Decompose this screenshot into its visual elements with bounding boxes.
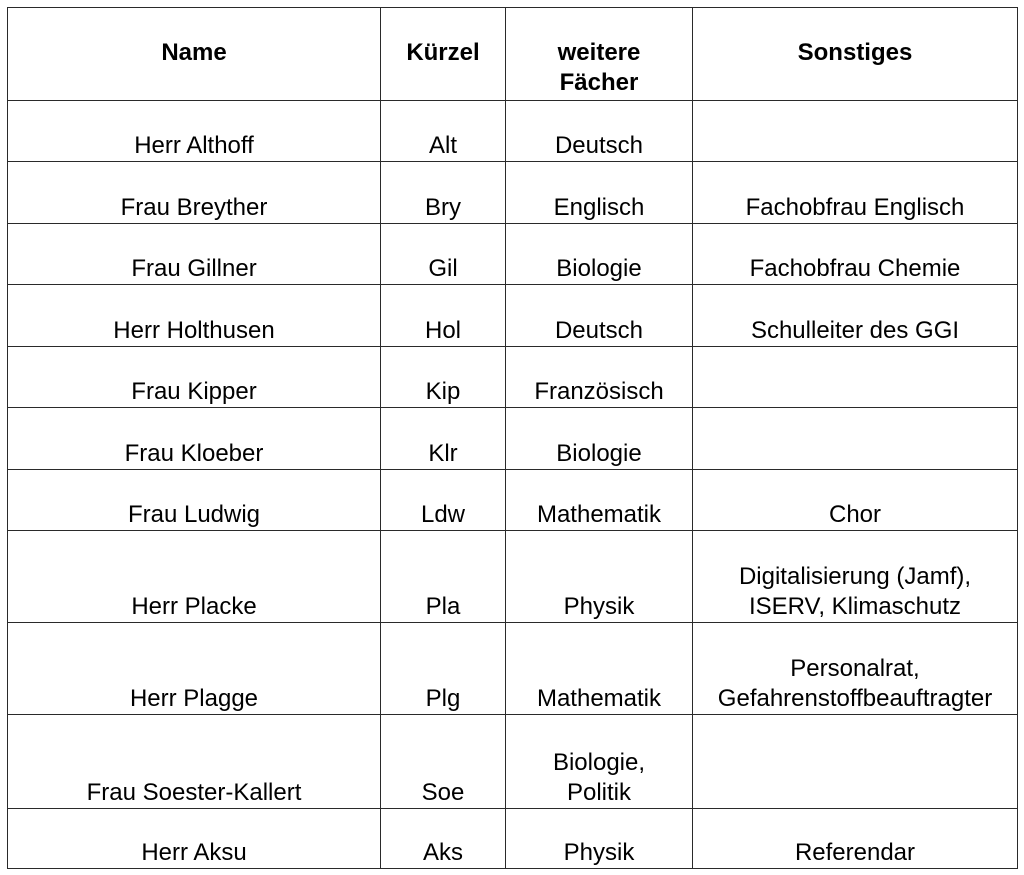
cell-sonstiges xyxy=(693,715,1018,809)
table-row xyxy=(8,408,1018,470)
table-row xyxy=(8,809,1018,869)
cell-sonstiges xyxy=(693,101,1018,162)
cell-name: Herr Aksu xyxy=(8,809,381,869)
cell-sonstiges xyxy=(693,347,1018,408)
cell-kuerzel: Klr xyxy=(381,408,506,470)
cell-faecher: Französisch xyxy=(506,347,693,408)
cell-sonstiges xyxy=(693,623,1018,715)
cell-faecher-line2: Politik xyxy=(566,779,632,806)
cell-faecher: Englisch xyxy=(506,162,693,224)
staff-table xyxy=(7,7,1018,869)
cell-sonstiges-line2: ISERV, Klimaschutz xyxy=(748,593,962,620)
cell-kuerzel: Hol xyxy=(381,285,506,347)
table-row xyxy=(8,470,1018,531)
cell-name: Herr Holthusen xyxy=(8,285,381,347)
header-weitere-faecher xyxy=(506,8,693,101)
cell-kuerzel: Alt xyxy=(381,101,506,162)
cell-sonstiges xyxy=(693,408,1018,470)
cell-kuerzel: Pla xyxy=(381,531,506,623)
cell-kuerzel: Kip xyxy=(381,347,506,408)
table-row xyxy=(8,224,1018,285)
cell-sonstiges: Chor xyxy=(693,470,1018,531)
header-weitere-faecher-line1: weitere xyxy=(557,39,641,66)
cell-sonstiges-line1: Digitalisierung (Jamf), xyxy=(738,563,972,590)
table-row xyxy=(8,623,1018,715)
cell-kuerzel: Plg xyxy=(381,623,506,715)
cell-sonstiges: Fachobfrau Englisch xyxy=(693,162,1018,224)
table-row xyxy=(8,347,1018,408)
cell-faecher xyxy=(506,715,693,809)
cell-kuerzel: Bry xyxy=(381,162,506,224)
cell-faecher: Physik xyxy=(506,809,693,869)
cell-faecher: Physik xyxy=(506,531,693,623)
cell-kuerzel: Aks xyxy=(381,809,506,869)
cell-faecher: Deutsch xyxy=(506,285,693,347)
cell-name: Herr Placke xyxy=(8,531,381,623)
cell-sonstiges: Schulleiter des GGI xyxy=(693,285,1018,347)
cell-name: Frau Gillner xyxy=(8,224,381,285)
cell-faecher-line1: Biologie, xyxy=(552,749,646,776)
cell-name: Herr Althoff xyxy=(8,101,381,162)
table-row xyxy=(8,715,1018,809)
cell-kuerzel: Ldw xyxy=(381,470,506,531)
cell-faecher: Deutsch xyxy=(506,101,693,162)
cell-name: Frau Kloeber xyxy=(8,408,381,470)
cell-faecher: Biologie xyxy=(506,408,693,470)
cell-faecher: Biologie xyxy=(506,224,693,285)
cell-name: Frau Ludwig xyxy=(8,470,381,531)
cell-sonstiges: Referendar xyxy=(693,809,1018,869)
table-row xyxy=(8,101,1018,162)
header-sonstiges: Sonstiges xyxy=(693,8,1018,101)
cell-faecher: Mathematik xyxy=(506,470,693,531)
cell-name: Frau Soester-Kallert xyxy=(8,715,381,809)
cell-faecher: Mathematik xyxy=(506,623,693,715)
cell-sonstiges: Fachobfrau Chemie xyxy=(693,224,1018,285)
cell-sonstiges-line1: Personalrat, xyxy=(790,655,920,682)
table-row xyxy=(8,162,1018,224)
cell-name: Frau Kipper xyxy=(8,347,381,408)
table-row xyxy=(8,285,1018,347)
cell-kuerzel: Gil xyxy=(381,224,506,285)
cell-sonstiges xyxy=(693,531,1018,623)
table-header-row xyxy=(8,8,1018,101)
cell-name: Frau Breyther xyxy=(8,162,381,224)
header-weitere-faecher-line2: Fächer xyxy=(559,69,639,96)
cell-sonstiges-line2: Gefahrenstoffbeauftragter xyxy=(717,685,993,712)
header-kuerzel: Kürzel xyxy=(381,8,506,101)
cell-kuerzel: Soe xyxy=(381,715,506,809)
table-row xyxy=(8,531,1018,623)
header-name: Name xyxy=(8,8,381,101)
cell-name: Herr Plagge xyxy=(8,623,381,715)
